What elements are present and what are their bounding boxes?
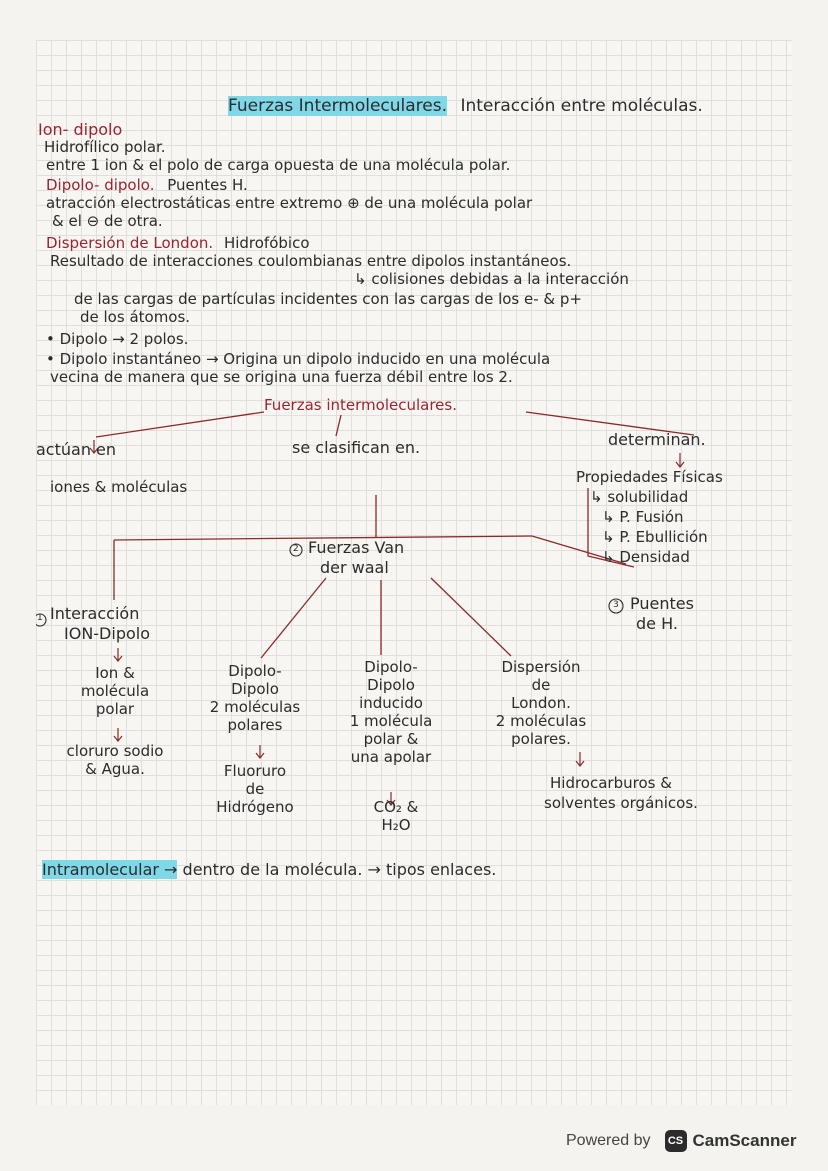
- dd-example-1: Fluoruro: [223, 762, 287, 780]
- ion-example-1: cloruro sodio: [66, 742, 164, 760]
- ion-desc-3: polar: [95, 700, 135, 718]
- page-title: [228, 98, 703, 115]
- node-2-number: 2: [293, 544, 299, 554]
- node-puentes-l1: Puentes: [630, 594, 694, 613]
- di-line-3: inducido: [359, 694, 423, 712]
- london-line-2: ↳ colisiones debidas a la interacción: [354, 270, 629, 288]
- dl-line-5: polares.: [511, 730, 571, 748]
- london-line-1: Resultado de interacciones coulombianas entre dipolos instantáneos.: [50, 252, 572, 270]
- ion-dipolo-line-2: entre 1 ion & el polo de carga opuesta de una molécula polar.: [46, 156, 511, 174]
- ion-desc-2: molécula: [80, 682, 150, 700]
- map-left-node: actúan en: [36, 440, 117, 459]
- prop-item: ↳ P. Fusión: [602, 508, 684, 526]
- dl-line-1: Dispersión: [501, 658, 581, 676]
- dd-line-4: polares: [227, 716, 283, 734]
- prop-item: ↳ solubilidad: [590, 488, 689, 506]
- london-line-4: de los átomos.: [80, 308, 191, 326]
- node-ion-dipolo-l1: Interacción: [50, 604, 140, 623]
- london-heading-text: Dispersión de London.: [46, 234, 214, 252]
- node-puentes-l2: de H.: [636, 614, 678, 633]
- di-example-1: CO₂ &: [373, 798, 419, 816]
- camscanner-watermark: [566, 1126, 816, 1156]
- di-line-1: Dipolo-: [364, 658, 418, 676]
- dd-example-3: Hidrógeno: [216, 798, 294, 816]
- camscanner-logo-icon: CS: [665, 1130, 687, 1152]
- di-line-4: 1 molécula: [349, 712, 433, 730]
- node-vdw-l2: der waal: [320, 558, 389, 577]
- ion-dipolo-line-1: Hidrofílico polar.: [44, 138, 166, 156]
- props-title: Propiedades Físicas: [576, 468, 723, 486]
- dd-line-1: Dipolo-: [228, 662, 282, 680]
- camscanner-brand: CamScanner: [692, 1131, 797, 1150]
- title-subtitle: Interacción entre moléculas.: [460, 96, 703, 116]
- notebook-page: [36, 40, 792, 1105]
- ion-example-2: & Agua.: [85, 760, 145, 778]
- london-heading-extra: Hidrofóbico: [223, 234, 310, 252]
- dipolo-heading-extra: Puentes H.: [167, 176, 248, 194]
- dl-line-4: 2 moléculas: [495, 712, 587, 730]
- intramolecular-line: [42, 862, 496, 878]
- map-center-node: Fuerzas intermoleculares.: [264, 396, 457, 414]
- dipolo-line-2: & el ⊖ de otra.: [52, 212, 163, 230]
- di-line-2: Dipolo: [367, 676, 415, 694]
- node-vdw-l1: Fuerzas Van: [308, 538, 405, 557]
- node-ion-dipolo-l2: ION-Dipolo: [64, 624, 150, 643]
- di-line-5: polar &: [363, 730, 419, 748]
- dd-line-2: Dipolo: [231, 680, 279, 698]
- prop-item: ↳ Densidad: [602, 548, 690, 566]
- di-example-2: H₂O: [381, 816, 411, 834]
- map-middle-node: se clasifican en.: [292, 438, 421, 457]
- bullet-dipolo-instantaneo-1: • Dipolo instantáneo → Origina un dipolo inducido en una molécula: [46, 350, 551, 368]
- bullet-dipolo-instantaneo-2: vecina de manera que se origina una fuerza débil entre los 2.: [50, 368, 513, 386]
- node-1-number: 1: [37, 613, 43, 623]
- dl-line-2: de: [531, 676, 551, 694]
- heading-dipolo-dipolo: [46, 178, 248, 193]
- dl-example-2: solventes orgánicos.: [544, 794, 698, 812]
- title-highlight: Fuerzas Intermoleculares.: [228, 96, 448, 116]
- dipolo-line-1: atracción electrostáticas entre extremo ⊕ de una molécula polar: [46, 194, 533, 212]
- intramolecular-highlight: Intramolecular →: [42, 860, 178, 879]
- prop-item: ↳ P. Ebullición: [602, 528, 708, 546]
- heading-ion-dipolo: Ion- dipolo: [38, 120, 123, 139]
- dipolo-heading-text: Dipolo- dipolo.: [46, 176, 155, 194]
- bullet-dipolo: • Dipolo → 2 polos.: [46, 330, 189, 348]
- london-line-3: de las cargas de partículas incidentes con las cargas de los e- & p+: [74, 290, 582, 308]
- dl-example-1: Hidrocarburos &: [550, 774, 672, 792]
- dl-line-3: London.: [511, 694, 571, 712]
- dd-line-3: 2 moléculas: [209, 698, 301, 716]
- map-left-sub: iones & moléculas: [50, 478, 188, 496]
- intramolecular-text: dentro de la molécula. → tipos enlaces.: [182, 860, 497, 879]
- map-right-node: determinan.: [608, 430, 706, 449]
- node-3-number: 3: [613, 600, 619, 610]
- powered-by-label: Powered by: [566, 1132, 651, 1149]
- dd-example-2: de: [245, 780, 265, 798]
- heading-london: [46, 236, 310, 251]
- di-line-6: una apolar: [350, 748, 432, 766]
- ion-desc-1: Ion &: [95, 664, 135, 682]
